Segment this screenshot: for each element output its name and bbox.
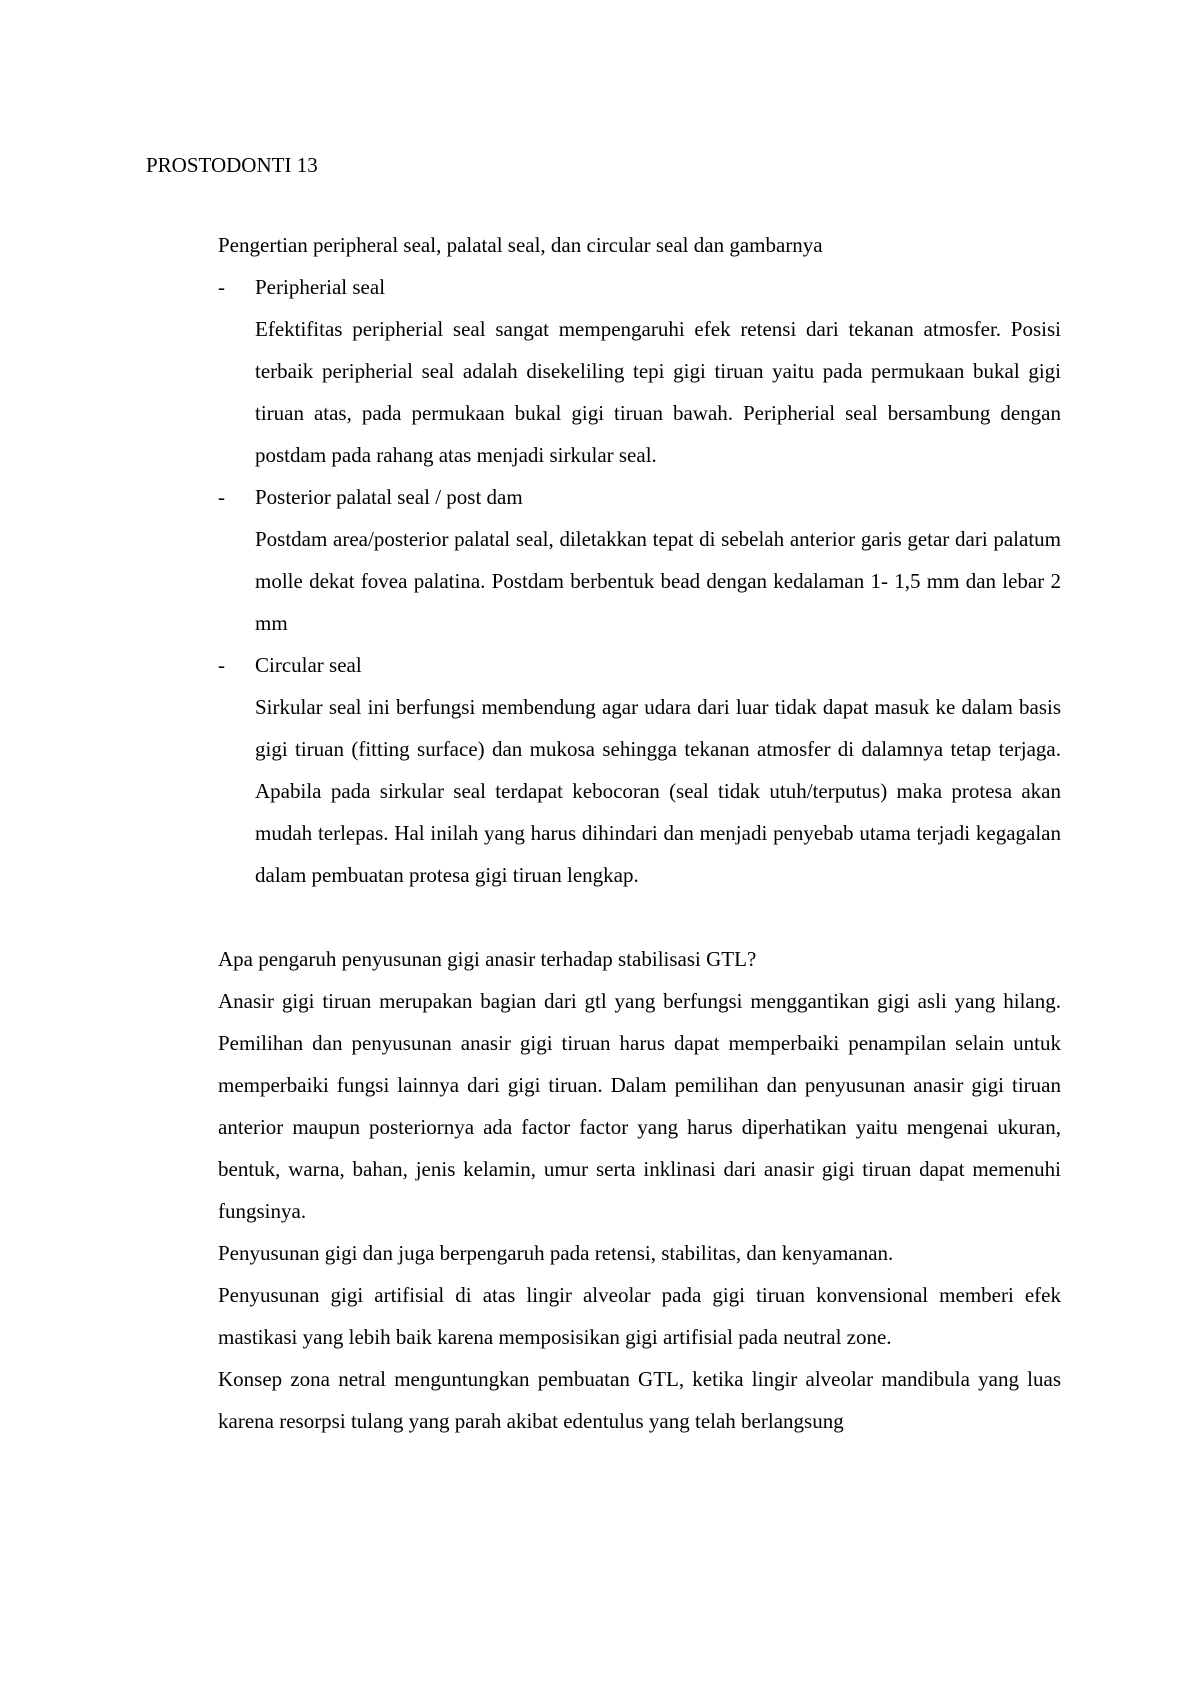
list-dash: -: [218, 275, 225, 299]
spacer: [218, 896, 1061, 938]
list-dash: -: [218, 653, 225, 677]
section-heading-gtl: Apa pengaruh penyusunan gigi anasir terhadap stabilisasi GTL?: [218, 947, 757, 971]
list-item-label: Peripherial seal: [255, 275, 386, 299]
paragraph: Anasir gigi tiruan merupakan bagian dari gtl yang berfungsi menggantikan gigi asli yang hilang. Pemilihan dan penyusunan anasir gigi tiruan harus dapat memperbaiki penampilan selain untuk memperbaiki fungsi lainnya dari gigi tiruan. Dalam pemilihan dan penyusunan anasir gigi tiruan anterior maupun posteriornya ada factor factor yang harus diperhatikan yaitu mengenai ukuran, bentuk, warna, bahan, jenis kelamin, umur serta inklinasi dari anasir gigi tiruan dapat memenuhi fungsinya.: [218, 989, 1061, 1223]
list-dash: -: [218, 485, 225, 509]
list-item-label: Posterior palatal seal / post dam: [255, 485, 523, 509]
document-body: [218, 224, 1061, 1442]
list-item-text: Postdam area/posterior palatal seal, diletakkan tepat di sebelah anterior garis getar dari palatum molle dekat fovea palatina. Postdam berbentuk bead dengan kedalaman 1- 1,5 mm dan lebar 2 mm: [255, 527, 1061, 635]
list-item-post-dam: [218, 476, 1061, 644]
list-item-text: Efektifitas peripherial seal sangat mempengaruhi efek retensi dari tekanan atmosfer. Posisi terbaik peripherial seal adalah disekeliling tepi gigi tiruan yaitu pada permukaan bukal gigi tiruan atas, pada permukaan bukal gigi tiruan bawah. Peripherial seal bersambung dengan postdam pada rahang atas menjadi sirkular seal.: [255, 317, 1061, 467]
list-item-text: Sirkular seal ini berfungsi membendung agar udara dari luar tidak dapat masuk ke dalam basis gigi tiruan (fitting surface) dan mukosa sehingga tekanan atmosfer di dalamnya tetap terjaga. Apabila pada sirkular seal terdapat kebocoran (seal tidak utuh/terputus) maka protesa akan mudah terlepas. Hal inilah yang harus dihindari dan menjadi penyebab utama terjadi kegagalan dalam pembuatan protesa gigi tiruan lengkap.: [255, 695, 1061, 887]
section-heading-seals: Pengertian peripheral seal, palatal seal, dan circular seal dan gambarnya: [218, 233, 823, 257]
document-title: PROSTODONTI 13: [146, 153, 318, 177]
paragraph: Konsep zona netral menguntungkan pembuatan GTL, ketika lingir alveolar mandibula yang luas karena resorpsi tulang yang parah akibat edentulus yang telah berlangsung: [218, 1367, 1061, 1433]
list-item-circular-seal: [218, 644, 1061, 896]
paragraph: Penyusunan gigi artifisial di atas lingir alveolar pada gigi tiruan konvensional memberi efek mastikasi yang lebih baik karena memposisikan gigi artifisial pada neutral zone.: [218, 1283, 1061, 1349]
paragraph: Penyusunan gigi dan juga berpengaruh pada retensi, stabilitas, dan kenyamanan.: [218, 1241, 894, 1265]
list-item-label: Circular seal: [255, 653, 362, 677]
list-item-peripheral-seal: [218, 266, 1061, 476]
